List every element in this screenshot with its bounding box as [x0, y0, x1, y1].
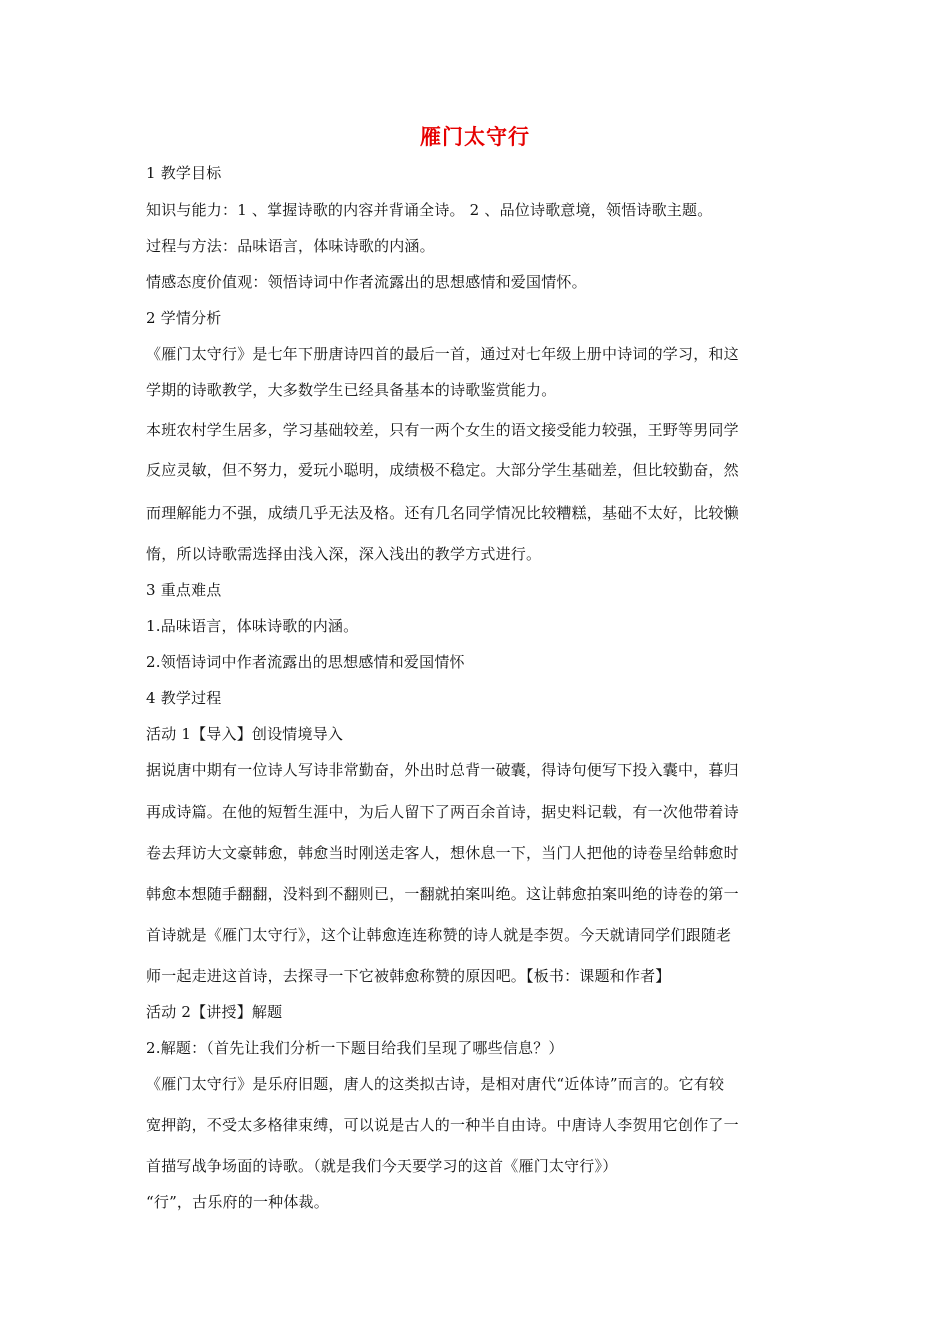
page-title: 雁门太守行: [420, 125, 530, 149]
activity-heading: 活动 2【讲授】解题: [146, 1003, 283, 1021]
section-heading-process: 4 教学过程: [146, 689, 222, 707]
paragraph-line: 韩愈本想随手翻翻，没料到不翻则已，一翻就拍案叫绝。这让韩愈拍案叫绝的诗卷的第一: [146, 885, 739, 903]
paragraph-line: 情感态度价值观：领悟诗词中作者流露出的思想感情和爱国情怀。: [146, 273, 587, 291]
paragraph-line: 《雁门太守行》是乐府旧题，唐人的这类拟古诗，是相对唐代“近体诗”而言的。它有较: [146, 1075, 725, 1093]
paragraph-line: 宽押韵，不受太多格律束缚，可以说是古人的一种半自由诗。中唐诗人李贺用它创作了一: [146, 1116, 739, 1134]
paragraph-line: 惰，所以诗歌需选择由浅入深，深入浅出的教学方式进行。: [146, 545, 542, 563]
paragraph-line: 而理解能力不强，成绩几乎无法及格。还有几名同学情况比较糟糕，基础不太好，比较懒: [146, 504, 739, 522]
paragraph-line: 学期的诗歌教学，大多数学生已经具备基本的诗歌鉴赏能力。: [146, 381, 557, 399]
section-heading-keypoints: 3 重点难点: [146, 581, 222, 599]
paragraph-line: 卷去拜访大文豪韩愈，韩愈当时刚送走客人，想休息一下，当门人把他的诗卷呈给韩愈时: [146, 844, 739, 862]
section-heading-objectives: 1 教学目标: [146, 164, 222, 182]
paragraph-line: 本班农村学生居多，学习基础较差，只有一两个女生的语文接受能力较强，王野等男同学: [146, 421, 739, 439]
paragraph-line: 反应灵敏，但不努力，爱玩小聪明，成绩极不稳定。大部分学生基础差，但比较勤奋，然: [146, 461, 739, 479]
paragraph-line: 过程与方法：品味语言，体味诗歌的内涵。: [146, 237, 435, 255]
paragraph-line: 首描写战争场面的诗歌。（就是我们今天要学习的这首《雁门太守行》）: [146, 1157, 618, 1175]
paragraph-line: 1.品味语言，体味诗歌的内涵。: [146, 617, 359, 635]
paragraph-line: 据说唐中期有一位诗人写诗非常勤奋，外出时总背一破囊，得诗句便写下投入囊中，暮归: [146, 761, 739, 779]
activity-heading: 活动 1【导入】创设情境导入: [146, 725, 344, 743]
paragraph-line: 《雁门太守行》是七年下册唐诗四首的最后一首，通过对七年级上册中诗词的学习，和这: [146, 345, 739, 363]
paragraph-line: “行”，古乐府的一种体裁。: [146, 1193, 329, 1211]
paragraph-line: 师一起走进这首诗，去探寻一下它被韩愈称赞的原因吧。【板书：课题和作者】: [146, 967, 671, 985]
paragraph-line: 首诗就是《雁门太守行》，这个让韩愈连连称赞的诗人就是李贺。今天就请同学们跟随老: [146, 926, 732, 944]
paragraph-line: 再成诗篇。在他的短暂生涯中，为后人留下了两百余首诗，据史料记载，有一次他带着诗: [146, 803, 739, 821]
paragraph-line: 2.领悟诗词中作者流露出的思想感情和爱国情怀: [146, 653, 465, 671]
section-heading-analysis: 2 学情分析: [146, 309, 222, 327]
paragraph-line: 2.解题：（首先让我们分析一下题目给我们呈现了哪些信息？）: [146, 1039, 564, 1057]
paragraph-line: 知识与能力：1 、掌握诗歌的内容并背诵全诗。 2 、品位诗歌意境，领悟诗歌主题。: [146, 201, 713, 219]
